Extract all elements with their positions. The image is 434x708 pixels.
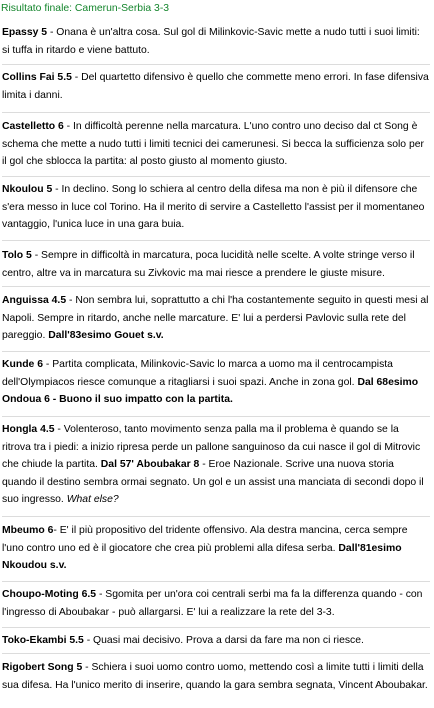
coach-comment: - Schiera i suoi uomo contro uomo, mettendo così a limite tutti i limiti della sua difesa. Ha l'unico merito di inserire, quando la gara sembra segnata, Vincent Aboubakar. [2, 662, 428, 691]
player-comment: - Non sembra lui, soprattutto a chi l'ha costantemente seguito in questi mesi al Napoli. Sempre in ritardo, anche nelle marcature. E' lui a perdersi Pavlovic sulla rete del pareggio. [2, 295, 429, 341]
separator [2, 653, 430, 654]
player-rating-castelletto [2, 118, 430, 171]
final-score-title: Risultato finale: Camerun-Serbia 3-3 [1, 3, 170, 14]
separator [2, 64, 430, 65]
player-rating-mbeumo [2, 522, 430, 575]
separator [2, 112, 430, 113]
player-rating-epassy [2, 24, 430, 59]
player-comment: - Onana è un'altra cosa. Sul gol di Milinkovic-Savic mette a nudo tutti i suoi limiti: si tuffa in ritardo e viene battuto. [2, 27, 420, 56]
substitute-comment: - Eroe Nazionale. Scrive una nuova storia quando il destino sembra ormai segnato. Un gol e un assist una manciata di secondi dopo il suo ingresso. [2, 459, 424, 505]
player-comment: - Del quartetto difensivo è quello che commette meno errori. In fase difensiva limita i danni. [2, 72, 429, 101]
player-name: Mbeumo 6 [2, 525, 54, 536]
player-comment: - Sgomita per un'ora coi centrali serbi ma fa la differenza quando - con l'ingresso di Aboubakar - può allargarsi. E' lui a realizzare la rete del 3-3. [2, 589, 423, 618]
substitution-note: Dal 68esimo Ondoua 6 - Buono il suo impatto con la partita. [2, 376, 419, 405]
separator [2, 176, 430, 177]
player-name: Choupo-Moting 6.5 [2, 589, 97, 600]
player-comment: - In declino. Song lo schiera al centro della difesa ma non è più il difensore che s'era messo in luce col Torino. Ha il merito di servire a Castelletto l'assist per il momentaneo vantaggio, l'unica luce in una gara buia. [2, 184, 425, 230]
player-comment: - Volenteroso, tanto movimento senza palla ma il problema è quando se la ritrova tra i piedi: a inizio ripresa perde un pallone sanguinoso da cui nasce il gol di Mitrovic che chiude la partita. [2, 424, 421, 470]
player-rating-hongla [2, 421, 430, 509]
player-comment: - E' il più propositivo del tridente offensivo. Ala destra mancina, cerca sempre l'uno contro uno ed è il giocatore che crea più problemi alla difesa serba. [2, 525, 408, 554]
separator [2, 351, 430, 352]
player-name: Kunde 6 [2, 359, 43, 370]
player-rating-toko-ekambi [2, 632, 430, 650]
player-name: Epassy 5 [2, 27, 48, 38]
player-rating-nkoulou [2, 181, 430, 234]
closing-remark: What else? [66, 494, 119, 505]
coach-name: Rigobert Song 5 [2, 662, 83, 673]
player-comment: - Partita complicata, Milinkovic-Savic lo marca a uomo ma il centrocampista dell'Olympiacos riesce comunque a ritagliarsi i suoi spazi. Anche in zona gol. [2, 359, 393, 388]
separator [2, 416, 430, 417]
player-name: Anguissa 4.5 [2, 295, 67, 306]
player-rating-kunde [2, 356, 430, 409]
separator [2, 627, 430, 628]
player-rating-tolo [2, 247, 430, 282]
player-comment: - Quasi mai decisivo. Prova a darsi da fare ma non ci riesce. [83, 635, 364, 646]
coach-rating-rigobert-song [2, 659, 430, 694]
player-name: Toko-Ekambi 5.5 [2, 635, 84, 646]
separator [2, 286, 430, 287]
player-rating-anguissa [2, 292, 430, 345]
player-comment: - In difficoltà perenne nella marcatura. L'uno contro uno deciso dal ct Song è schema che mette a nudo tutti i limiti tecnici dei camerunesi. Si becca la sufficienza solo per il gol che sblocca la partita: al posto giusto al momento giusto. [2, 121, 424, 167]
separator [2, 581, 430, 582]
player-comment: - Sempre in difficoltà in marcatura, poca lucidità nelle scelte. A volte stringe verso il centro, altre va in marcatura su Zivkovic ma mai riesce a prendere le giuste misure. [2, 250, 415, 279]
substitution-note: Dall'83esimo Gouet s.v. [48, 330, 164, 341]
separator [2, 240, 430, 241]
separator [2, 516, 430, 517]
player-name: Hongla 4.5 [2, 424, 55, 435]
substitution-note: Dal 57' Aboubakar 8 [100, 459, 200, 470]
player-name: Collins Fai 5.5 [2, 72, 72, 83]
player-name: Castelletto 6 [2, 121, 64, 132]
player-name: Nkoulou 5 [2, 184, 53, 195]
player-rating-choupo-moting [2, 586, 430, 621]
substitution-note: Dall'81esimo Nkoudou s.v. [2, 542, 402, 571]
player-rating-collins-fai [2, 69, 430, 104]
player-name: Tolo 5 [2, 250, 32, 261]
